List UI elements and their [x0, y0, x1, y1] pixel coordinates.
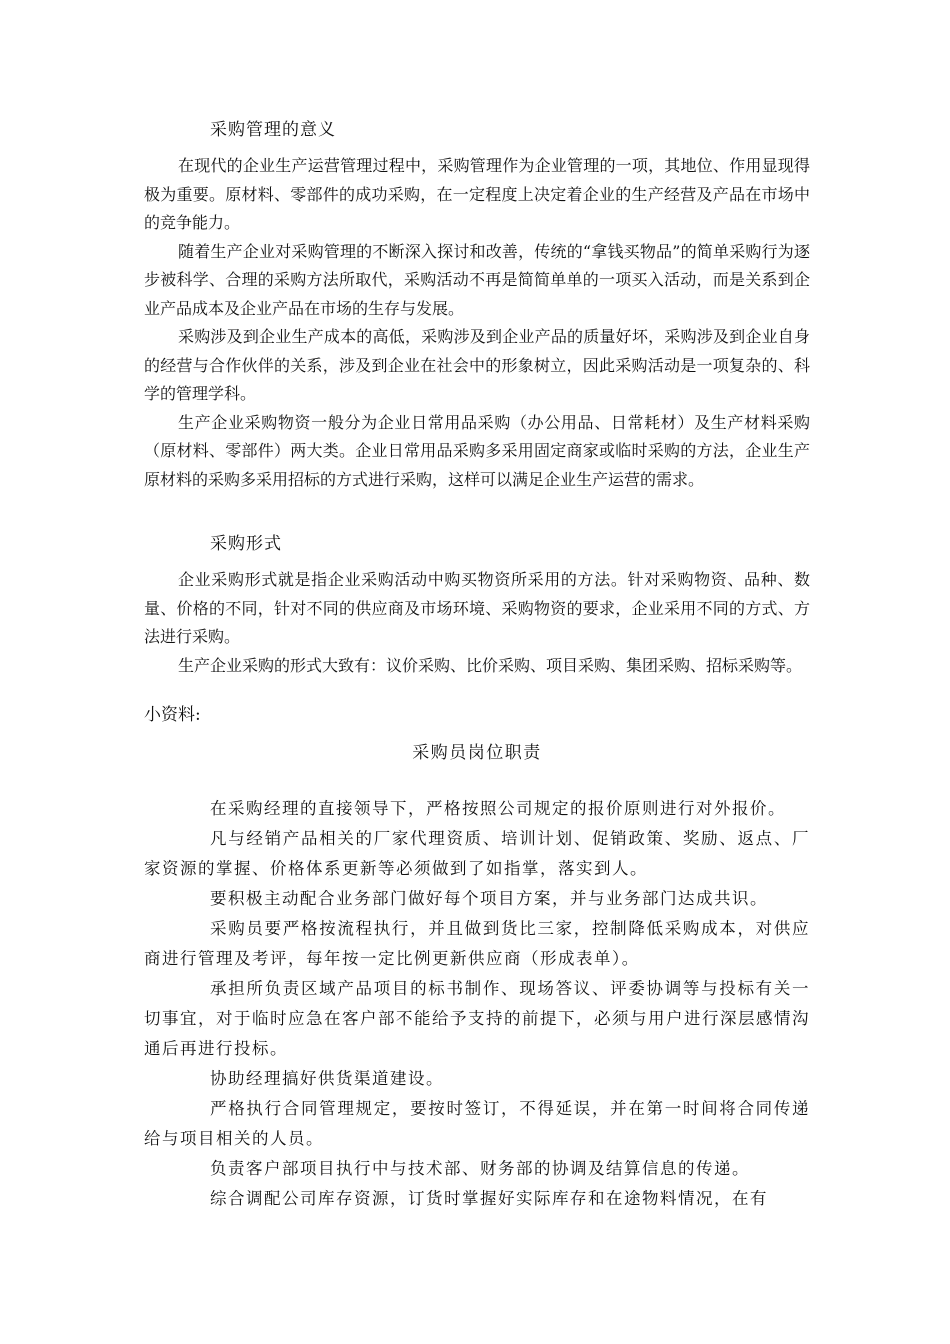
paragraph: 生产企业采购的形式大致有：议价采购、比价采购、项目采购、集团采购、招标采购等。: [178, 655, 803, 675]
duty-item: 要积极主动配合业务部门做好每个项目方案，并与业务部门达成共识。: [210, 889, 768, 908]
procurement-forms-section: [144, 522, 810, 680]
duty-item: 采购员要严格按流程执行，并且做到货比三家，控制降低采购成本，对供应商进行管理及考评，每年按一定比例更新供应商（形成表单）。: [144, 919, 810, 968]
paragraph: 企业采购形式就是指企业采购活动中购买物资所采用的方法。针对采购物资、品种、数量、价格的不同，针对不同的供应商及市场环境、采购物资的要求，企业采用不同的方式、方法进行采购。: [144, 570, 810, 646]
paragraph: 生产企业采购物资一般分为企业日常用品采购（办公用品、日常耗材）及生产材料采购（原材料、零部件）两大类。企业日常用品采购多采用固定商家或临时采购的方法，企业生产原材料的采购多采用招标的方式进行采购，这样可以满足企业生产运营的需求。: [144, 412, 810, 489]
section-title-procurement-forms: 采购形式: [210, 534, 282, 554]
duty-item: 综合调配公司库存资源，订货时掌握好实际库存和在途物料情况，在有: [210, 1189, 768, 1208]
paragraph: 采购涉及到企业生产成本的高低，采购涉及到企业产品的质量好坏，采购涉及到企业自身的经营与合作伙伴的关系，涉及到企业在社会中的形象树立，因此采购活动是一项复杂的、科学的管理学科。: [144, 327, 810, 403]
paragraph: 在现代的企业生产运营管理过程中，采购管理作为企业管理的一项，其地位、作用显现得极为重要。原材料、零部件的成功采购，在一定程度上决定着企业的生产经营及产品在市场中的竞争能力。: [144, 156, 810, 232]
duty-item: 在采购经理的直接领导下，严格按照公司规定的报价原则进行对外报价。: [210, 799, 786, 818]
document-page: [144, 108, 810, 1214]
duty-item: 协助经理搞好供货渠道建设。: [210, 1069, 444, 1088]
paragraph: 随着生产企业对采购管理的不断深入探讨和改善，传统的“拿钱买物品”的简单采购行为逐步被科学、合理的采购方法所取代，采购活动不再是简简单单的一项买入活动，而是关系到企业产品成本及企业产品在市场的生存与发展。: [144, 241, 810, 318]
duty-item: 承担所负责区域产品项目的标书制作、现场答议、评委协调等与投标有关一切事宜，对于临时应急在客户部不能给予支持的前提下，必须与用户进行深层感情沟通后再进行投标。: [144, 979, 810, 1058]
note-label: 小资料:: [144, 705, 201, 725]
duty-item: 负责客户部项目执行中与技术部、财务部的协调及结算信息的传递。: [210, 1159, 750, 1178]
section-title-procurement-significance: 采购管理的意义: [210, 120, 336, 140]
duty-item: 严格执行合同管理规定，要按时签订，不得延误，并在第一时间将合同传递给与项目相关的人员。: [144, 1099, 810, 1148]
duty-item: 凡与经销产品相关的厂家代理资质、培训计划、促销政策、奖励、返点、厂家资源的掌握、价格体系更新等必须做到了如指掌，落实到人。: [144, 829, 810, 878]
duties-title: 采购员岗位职责: [412, 743, 542, 763]
